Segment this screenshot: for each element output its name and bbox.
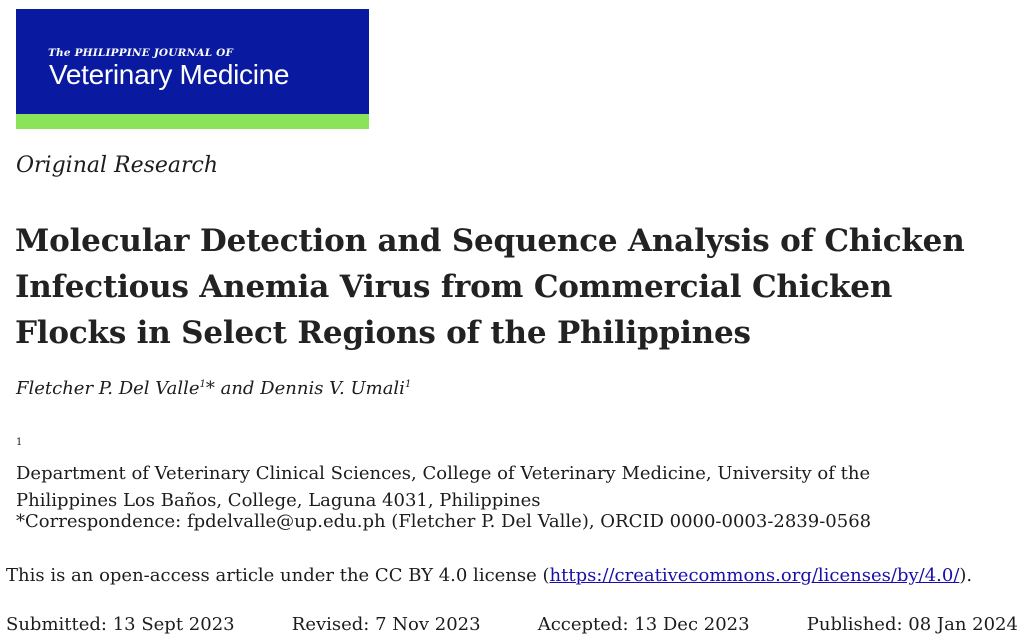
journal-prefix: The PHILIPPINE JOURNAL OF bbox=[48, 47, 234, 59]
author-name: Dennis V. Umali bbox=[260, 378, 405, 399]
corresponding-mark: * bbox=[205, 378, 215, 399]
affiliation bbox=[16, 429, 1006, 514]
affiliation-mark: 1 bbox=[16, 437, 23, 448]
affiliation-mark: 1 bbox=[404, 379, 412, 390]
published-date: Published: 08 Jan 2024 bbox=[806, 614, 1018, 635]
license-statement bbox=[6, 565, 972, 586]
affiliation-line: Philippines Los Baños, College, Laguna 4031, Philippines bbox=[16, 490, 541, 511]
author-conjunction: and bbox=[214, 378, 261, 399]
author-name: Fletcher P. Del Valle bbox=[16, 378, 200, 399]
affiliation-line: $^1$ Department of Veterinary Clinical Sciences, College of Veterinary Medicine, University of the bbox=[16, 437, 871, 484]
affiliation-mark: 1 bbox=[199, 379, 206, 390]
journal-banner bbox=[16, 9, 369, 129]
publication-dates bbox=[6, 614, 1018, 635]
title-line: Flocks in Select Regions of the Philippines bbox=[15, 315, 751, 351]
revised-date: Revised: 7 Nov 2023 bbox=[291, 614, 481, 635]
article-type: Original Research bbox=[16, 153, 219, 178]
title-line: Molecular Detection and Sequence Analysis of Chicken bbox=[15, 223, 965, 259]
license-prefix: This is an open-access article under the CC BY 4.0 license ( bbox=[6, 565, 550, 586]
accepted-date: Accepted: 13 Dec 2023 bbox=[537, 614, 750, 635]
author-list bbox=[16, 378, 411, 399]
title-line: Infectious Anemia Virus from Commercial Chicken bbox=[15, 269, 893, 305]
article-title bbox=[15, 218, 1015, 356]
license-suffix: ). bbox=[959, 565, 973, 586]
submitted-date: Submitted: 13 Sept 2023 bbox=[6, 614, 235, 635]
license-link[interactable]: https://creativecommons.org/licenses/by/4.0/ bbox=[549, 565, 960, 586]
banner-green-stripe bbox=[16, 114, 369, 129]
journal-name: Veterinary Medicine bbox=[49, 59, 290, 90]
correspondence: *Correspondence: fpdelvalle@up.edu.ph (Fletcher P. Del Valle), ORCID 0000-0003-2839-0568 bbox=[16, 511, 872, 532]
